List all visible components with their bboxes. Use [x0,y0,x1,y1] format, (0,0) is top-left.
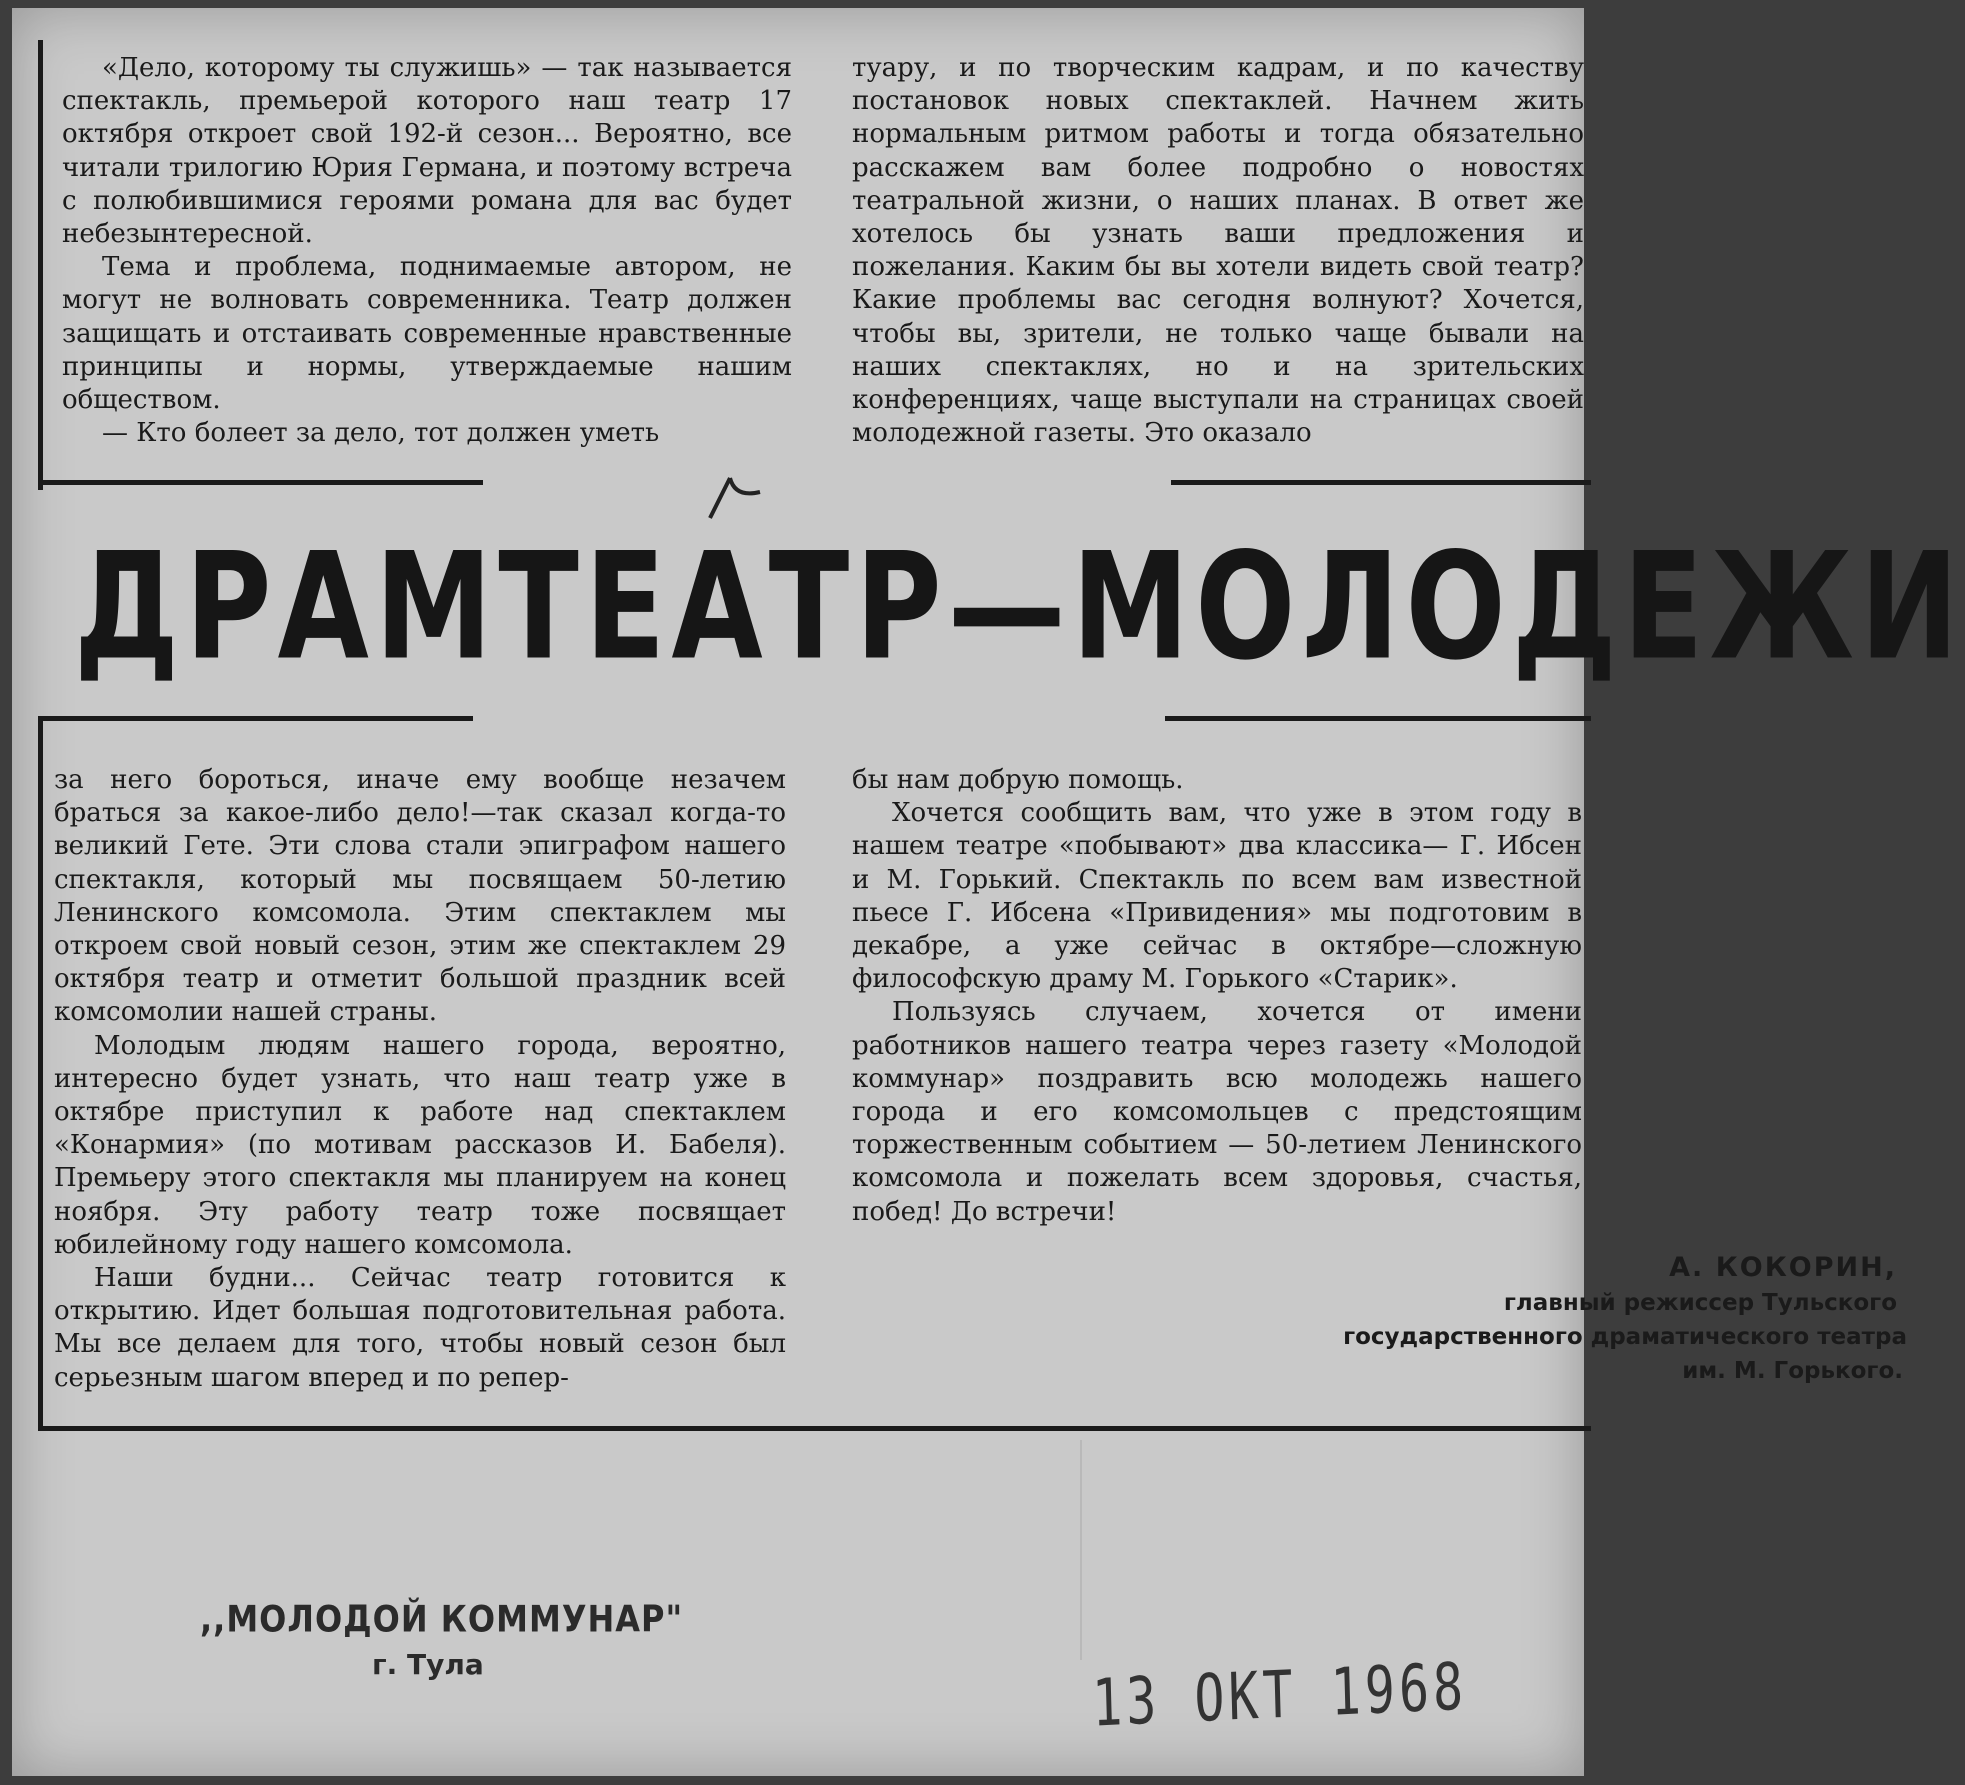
article-column-bottom-right [852,764,1582,1229]
author-title-line: государственного драматического театра [1343,1324,1907,1350]
paragraph: — Кто болеет за дело, тот должен уметь [102,418,660,449]
paragraph: Тема и проблема, поднимаемые автором, не могут не волновать современника. Театр должен защищать и отстаивать современные нравственные принципы и нормы, утверждаемые нашим обществом. [62,252,792,416]
newspaper-stamp: ,,МОЛОДОЙ КОММУНАР" [200,1597,684,1641]
author-name: А. КОКОРИН, [1669,1252,1897,1283]
paragraph: Пользуясь случаем, хочется от имени работников нашего театра через газету «Молодой коммунар» поздравить всю молодежь нашего города и его комсомольцев с предстоящим торжественным событием — 50-летием Ленинского комсомола и пожелать всем здоровья, счастья, побед! До встречи! [852,997,1582,1227]
paragraph: Наши будни... Сейчас театр готовится к открытию. Идет большая подготовительная работа. Мы все делаем для того, чтобы новый сезон был серьезным шагом вперед и по репер- [54,1263,786,1393]
date-stamp: 13 ОКТ 1968 [1091,1648,1469,1742]
paragraph: «Дело, которому ты служишь» — так называется спектакль, премьерой которого наш театр 17 октября откроет свой 192-й сезон... Вероятно, все читали трилогию Юрия Германа, и поэтому встреча с полюбившимися героями романа для вас будет небезынтересной. [62,53,792,250]
headline: ДРАМТЕАТР—МОЛОДЕЖИ [74,520,1965,693]
paragraph: Молодым людям нашего города, вероятно, интересно будет узнать, что наш театр уже в октябре приступил к работе над спектаклем «Конармия» (по мотивам рассказов И. Бабеля). Премьеру этого спектакля мы планируем на конец ноября. Эту работу театр тоже посвящает юбилейному году нашего комсомола. [54,1030,786,1260]
paragraph: бы нам добрую помощь. [852,765,1184,795]
city-stamp: г. Тула [372,1648,484,1681]
top-rule-right [1171,480,1591,485]
paragraph: за него бороться, иначе ему вообще незачем браться за какое-либо дело!—так сказал когда-то великий Гете. Эти слова стали эпиграфом нашего спектакля, который мы посвящаем 50-летию Ленинского комсомола. Этим спектаклем мы откроем свой новый сезон, этим же спектаклем 29 октября театр и отметит большой праздник всей комсомолии нашей страны. [54,765,786,1028]
paragraph: Хочется сообщить вам, что уже в этом году в нашем театре «побывают» два классика— Г. Ибсен и М. Горький. Спектакль по всем вам известной пьесе Г. Ибсена «Привидения» мы подготовим в декабре, а уже сейчас в октябре—сложную философскую драму М. Горького «Старик». [852,798,1582,995]
paper-fold [1080,1440,1082,1660]
article-column-top-left [62,52,792,450]
paragraph: туару, и по творческим кадрам, и по качеству постановок новых спектаклей. Начнем жить нормальным ритмом работы и тогда обязательно расскажем вам более подробно о новостях театральной жизни, о наших планах. В ответ же хотелось бы узнать ваши предложения и пожелания. Каким бы вы хотели видеть свой театр? Какие проблемы вас сегодня волнуют? Хочется, чтобы вы, зрители, не только чаще бывали на наших спектаклях, но и на зрительских конференциях, чаще выступали на страницах своей молодежной газеты. Это оказало [852,53,1584,449]
author-title-line: главный режиссер Тульского [1503,1290,1897,1316]
article-column-top-right [852,52,1584,450]
handwritten-mark-icon [690,468,780,528]
top-rule-left [43,480,483,485]
article-column-bottom-left [54,764,786,1395]
author-title-line: им. М. Горького. [1682,1358,1903,1384]
